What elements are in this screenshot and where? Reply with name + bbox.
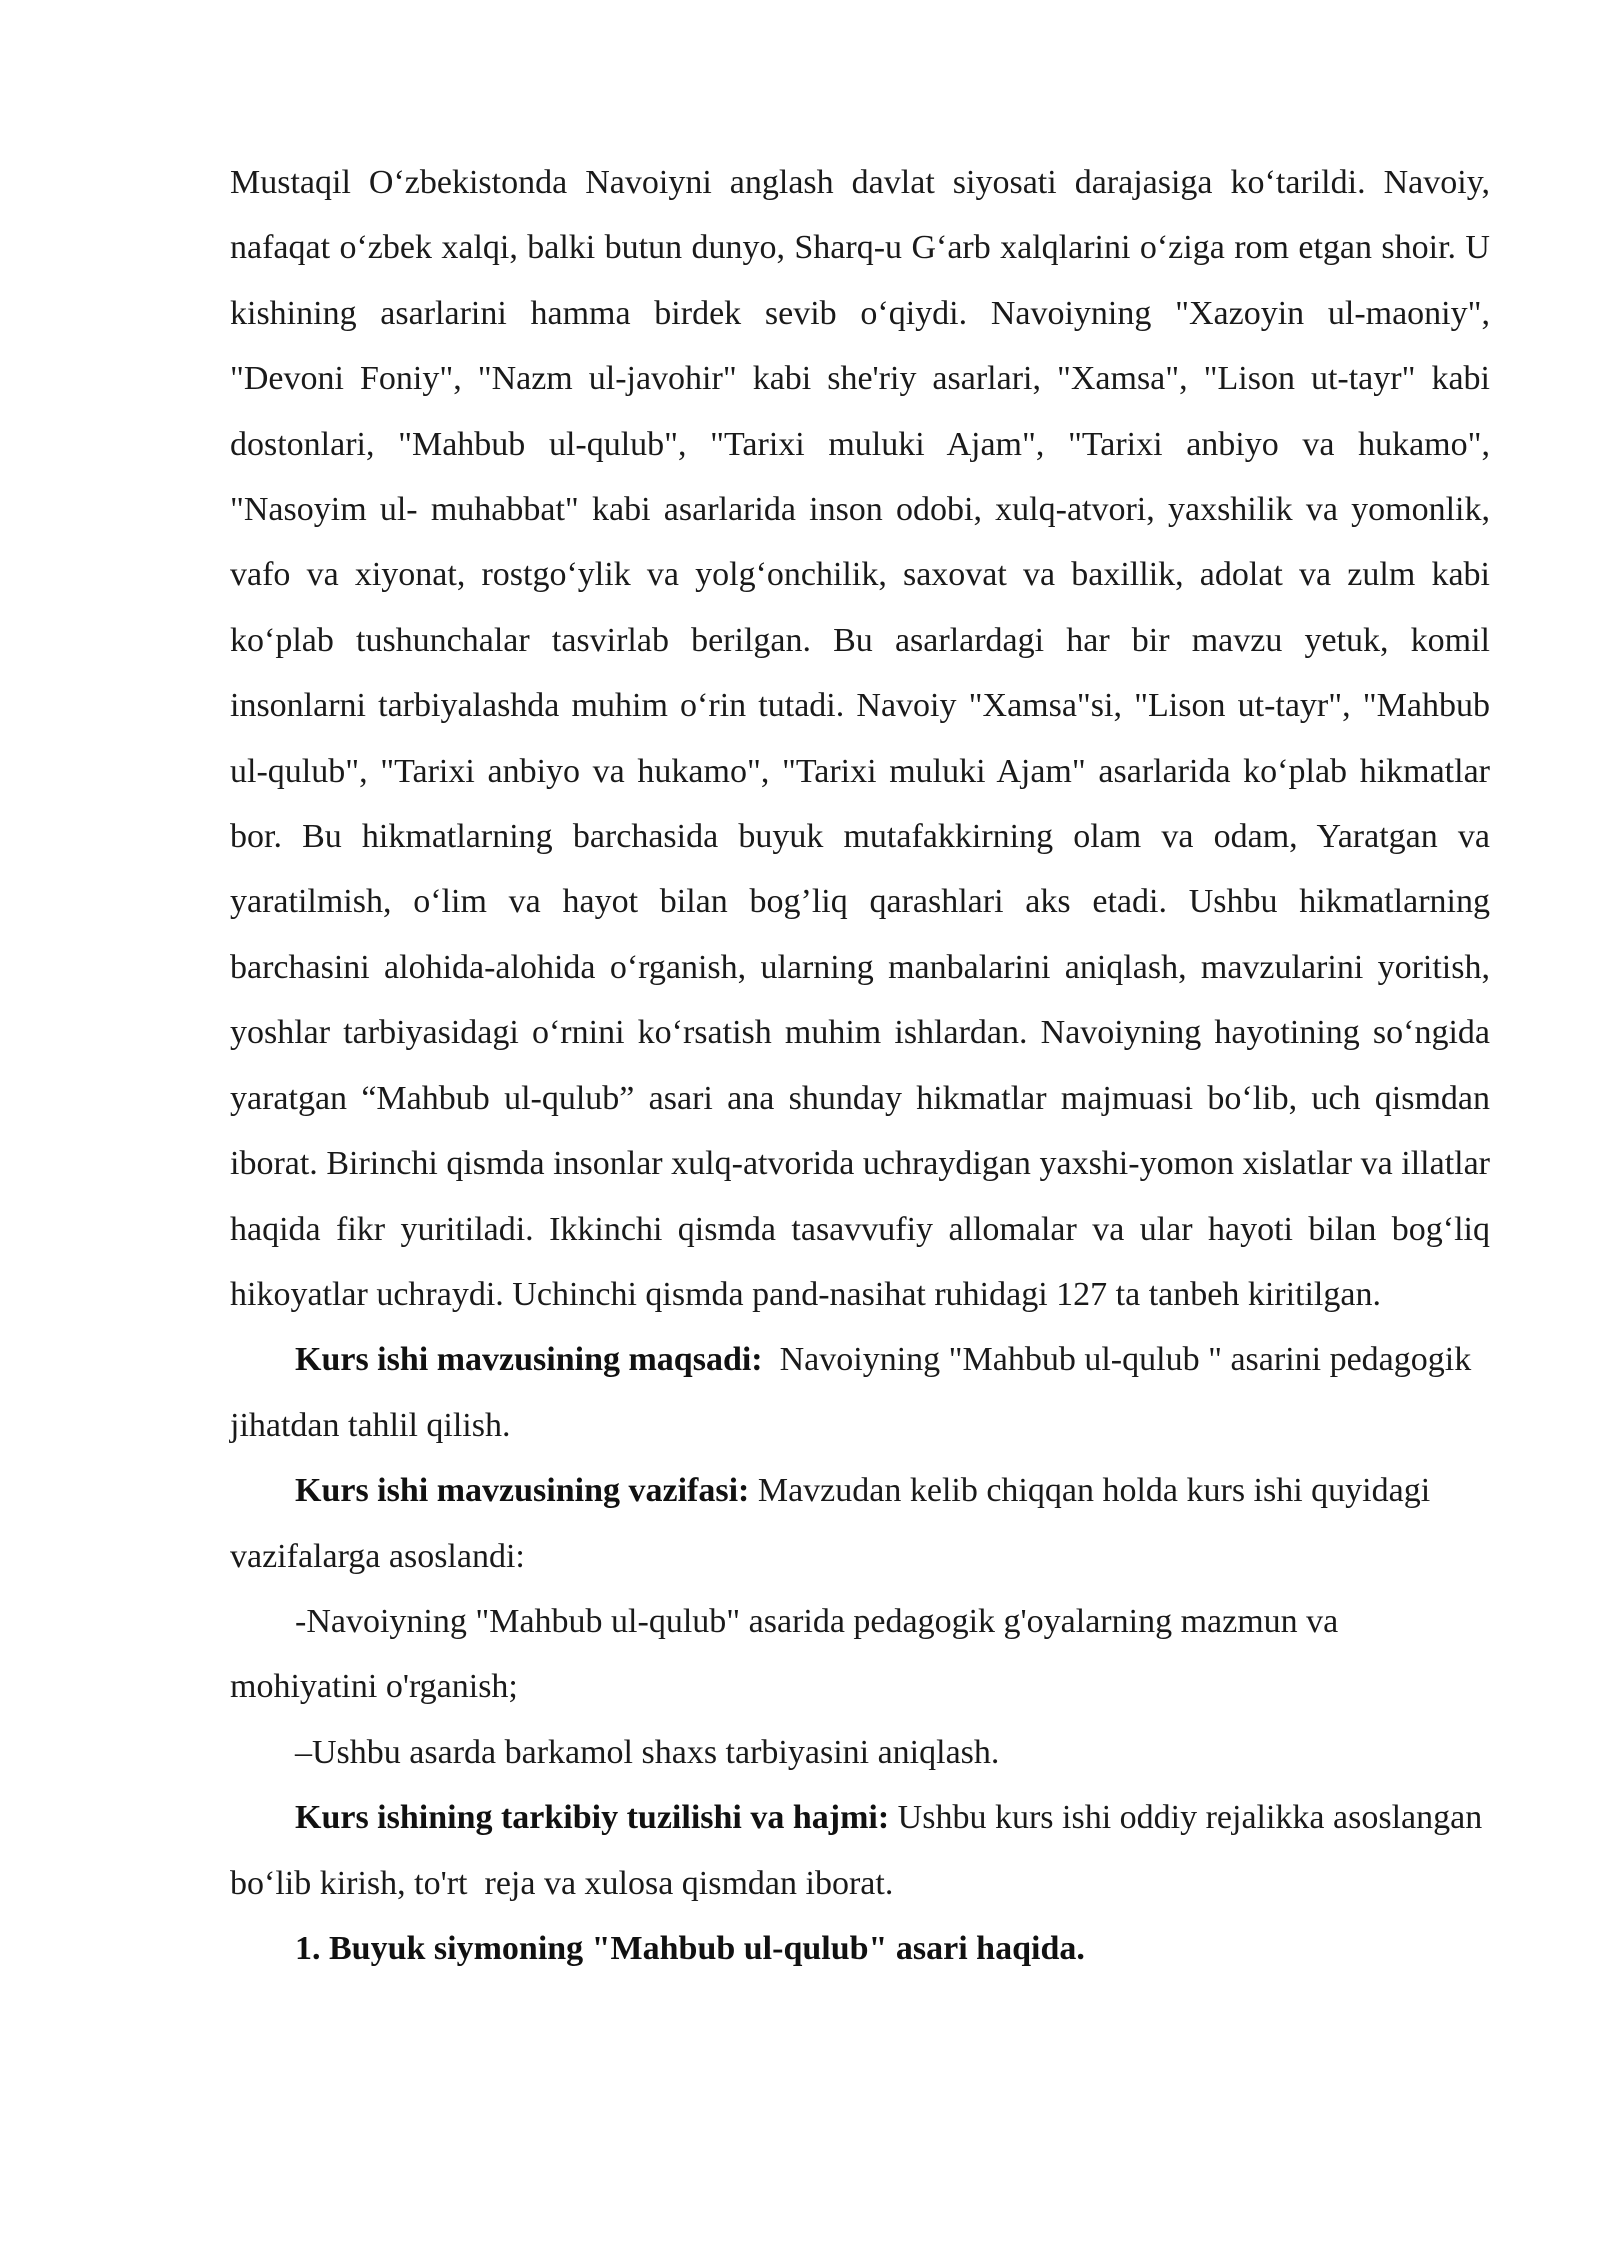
task-item-1: -Navoiyning "Mahbub ul-qulub" asarida pedagogik g'oyalarning mazmun va mohiyatini o'rganish; <box>230 1602 1339 1706</box>
structure-paragraph <box>230 1785 1490 1916</box>
task-label: Kurs ishi mavzusining vazifasi: <box>295 1472 750 1510</box>
section-heading-text: 1. Buyuk siymoning "Mahbub ul-qulub" asari haqida. <box>295 1929 1085 1967</box>
task-item-2: –Ushbu asarda barkamol shaxs tarbiyasini aniqlash. <box>295 1733 1000 1771</box>
section-heading <box>230 1916 1490 1981</box>
purpose-paragraph <box>230 1327 1490 1458</box>
purpose-text: Navoiyning "Mahbub ul-qulub " asarini pedagogik jihatdan tahlil qilish. <box>230 1341 1480 1444</box>
structure-text: Ushbu kurs ishi oddiy rejalikka asoslangan bo‘lib kirish, to'rt reja va xulosa qismdan iborat. <box>230 1799 1491 1902</box>
task-paragraph <box>230 1458 1490 1589</box>
intro-paragraph: Mustaqil O‘zbekistonda Navoiyni anglash davlat siyosati darajasiga ko‘tarildi. Navoiy, nafaqat o‘zbek xalqi, balki butun dunyo, Sharq-u G‘arb xalqlarini o‘ziga rom etgan shoir. U kishining asarlarini hamma birdek sevib o‘qiydi. Navoiyning "Xazoyin ul-maoniy", "Devoni Foniy", "Nazm ul-javohir" kabi she'riy asarlari, "Xamsa", "Lison ut-tayr" kabi dostonlari, "Mahbub ul-qulub", "Tarixi muluki Ajam", "Tarixi anbiyo va hukamo", "Nasoyim ul- muhabbat" kabi asarlarida inson odobi, xulq-atvori, yaxshilik va yomonlik, vafo va xiyonat, rostgo‘ylik va yolg‘onchilik, saxovat va baxillik, adolat va zulm kabi ko‘plab tushunchalar tasvirlab berilgan. Bu asarlardagi har bir mavzu yetuk, komil insonlarni tarbiyalashda muhim o‘rin tutadi. Navoiy "Xamsa"si, "Lison ut-tayr", "Mahbub ul-qulub", "Tarixi anbiyo va hukamo", "Tarixi muluki Ajam" asarlarida ko‘plab hikmatlar bor. Bu hikmatlarning barchasida buyuk mutafakkirning olam va odam, Yaratgan va yaratilmish, o‘lim va hayot bilan bog’liq qarashlari aks etadi. Ushbu hikmatlarning barchasini alohida-alohida o‘rganish, ularning manbalarini aniqlash, mavzularini yoritish, yoshlar tarbiyasidagi o‘rnini ko‘rsatish muhim ishlardan. Navoiyning hayotining so‘ngida yaratgan “Mahbub ul-qulub” asari ana shunday hikmatlar majmuasi bo‘lib, uch qismdan iborat. Birinchi qismda insonlar xulq-atvorida uchraydigan yaxshi-yomon xislatlar va illatlar haqida fikr yuritiladi. Ikkinchi qismda tasavvufiy allomalar va ular hayoti bilan bog‘liq hikoyatlar uchraydi. Uchinchi qismda pand-nasihat ruhidagi 127 ta tanbeh kiritilgan. <box>230 164 1490 1313</box>
structure-label: Kurs ishining tarkibiy tuzilishi va hajmi: <box>295 1799 890 1837</box>
task-text: Mavzudan kelib chiqqan holda kurs ishi quyidagi vazifalarga asoslandi: <box>230 1472 1431 1575</box>
purpose-label: Kurs ishi mavzusining maqsadi: <box>295 1341 763 1379</box>
document-body <box>230 150 1490 1981</box>
